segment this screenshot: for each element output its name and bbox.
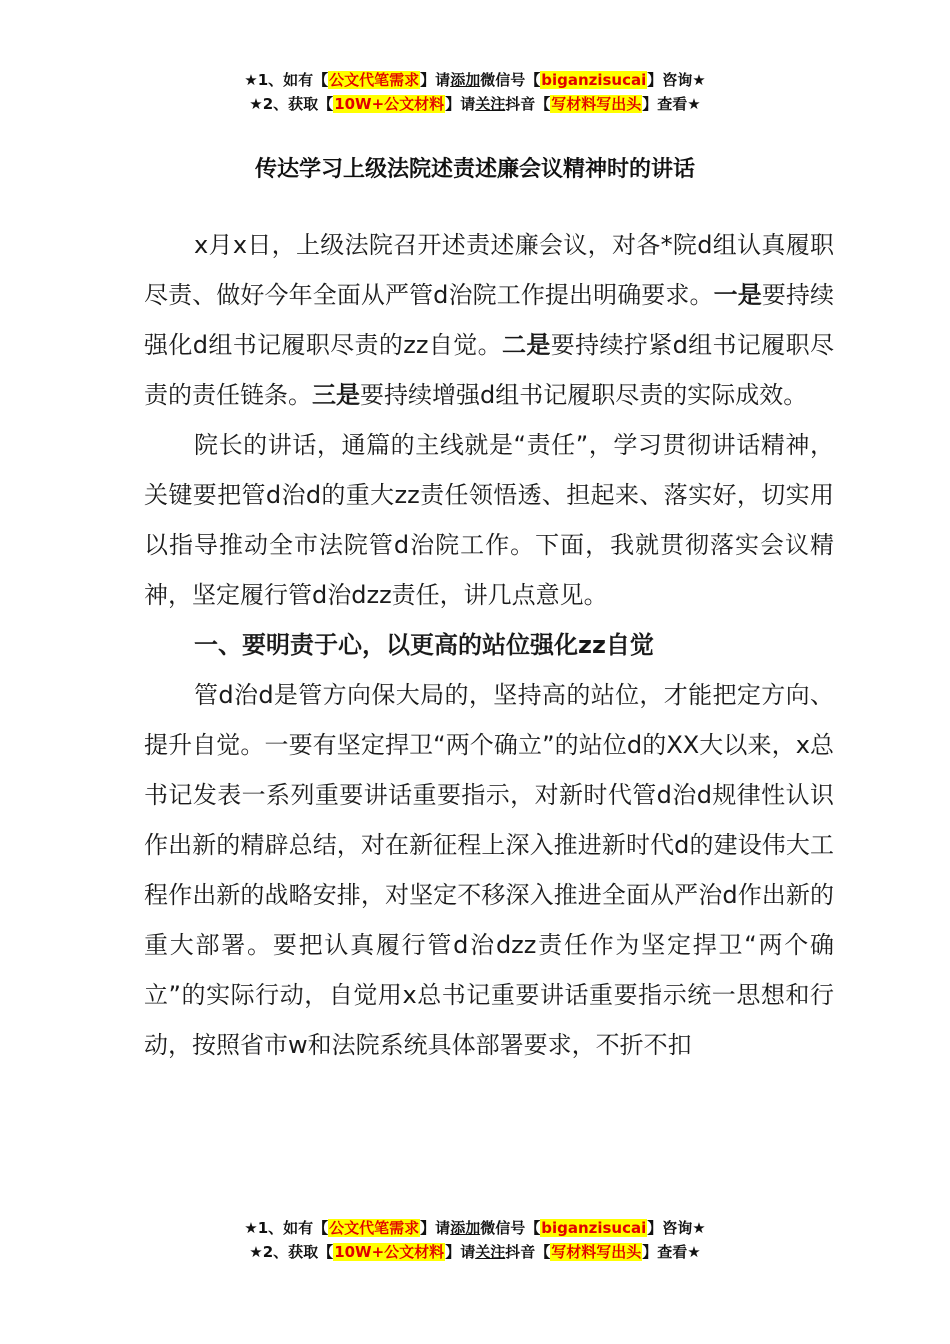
document-body: [144, 220, 834, 1070]
highlight-wechat-id: biganzisucai: [541, 71, 647, 89]
highlight-materials: 10W+公文材料: [334, 95, 445, 113]
banner-text: 】请: [445, 95, 476, 113]
paragraph-2: 院长的讲话，通篇的主线就是“责任”，学习贯彻讲话精神，关键要把管d治d的重大zz责任领悟透、担起来、落实好，切实用以指导推动全市法院管d治院工作。下面，我就贯彻落实会议精神，坚定履行管d治dzz责任，讲几点意见。: [144, 431, 834, 609]
banner-text: ★1、如有【: [244, 1219, 329, 1237]
bold-marker: 三是: [312, 381, 360, 409]
banner-text: ★1、如有【: [244, 71, 329, 89]
banner-underlined-text: 关注: [475, 95, 506, 113]
banner-text: 】咨询★: [647, 71, 706, 89]
banner-text: ★2、获取【: [249, 1243, 334, 1261]
banner-underlined-text: 添加: [450, 1219, 481, 1237]
banner-text: 】请: [445, 1243, 476, 1261]
document-title: 传达学习上级法院述责述廉会议精神时的讲话: [254, 157, 695, 182]
banner-text: 】查看★: [642, 95, 701, 113]
banner-text: 微信号【: [480, 71, 541, 89]
bold-marker: 二是: [501, 331, 551, 359]
banner-line-2: [0, 1240, 950, 1264]
section-heading-1: 一、要明责于心，以更高的站位强化zz自觉: [194, 631, 654, 659]
banner-text: 微信号【: [480, 1219, 541, 1237]
banner-line-2: [0, 92, 950, 116]
banner-text: 】请: [420, 71, 451, 89]
banner-text: 抖音【: [505, 95, 551, 113]
bold-marker: 一是: [713, 281, 762, 309]
highlight-ghostwriting: 公文代笔需求: [329, 1219, 420, 1237]
banner-line-1: [0, 68, 950, 92]
paragraph-text: x月x日，上级法院召开述责述廉会议，对各*院d组认真履职尽责、做好今年全面从严管d治院工作提出明确要求。: [144, 231, 834, 309]
top-banner: [0, 68, 950, 116]
highlight-materials: 10W+公文材料: [334, 1243, 445, 1261]
banner-text: ★2、获取【: [249, 95, 334, 113]
paragraph-1: [144, 220, 834, 420]
banner-text: 】查看★: [642, 1243, 701, 1261]
banner-line-1: [0, 1216, 950, 1240]
banner-text: 】请: [420, 1219, 451, 1237]
banner-text: 抖音【: [505, 1243, 551, 1261]
highlight-douyin-account: 写材料写出头: [551, 1243, 642, 1261]
banner-text: 】咨询★: [647, 1219, 706, 1237]
paragraph-text: 要持续强化d组书记履职尽责的zz自觉。: [144, 281, 835, 359]
paragraph-text: 要持续增强d组书记履职尽责的实际成效。: [360, 381, 808, 409]
highlight-wechat-id: biganzisucai: [541, 1219, 647, 1237]
highlight-douyin-account: 写材料写出头: [551, 95, 642, 113]
paragraph-3: 管d治d是管方向保大局的，坚持高的站位，才能把定方向、提升自觉。一要有坚定捍卫“两个确立”的站位d的XX大以来，x总书记发表一系列重要讲话重要指示，对新时代管d治d规律性认识作出新的精辟总结，对在新征程上深入推进新时代d的建设伟大工程作出新的战略安排，对坚定不移深入推进全面从严治d作出新的重大部署。要把认真履行管d治dzz责任作为坚定捍卫“两个确立”的实际行动，自觉用x总书记重要讲话重要指示统一思想和行动，按照省市w和法院系统具体部署要求，不折不扣: [144, 681, 834, 1059]
paragraph-text: 要持续拧紧d组书记履职尽责的责任链条。: [144, 331, 835, 409]
banner-underlined-text: 添加: [450, 71, 481, 89]
highlight-ghostwriting: 公文代笔需求: [329, 71, 420, 89]
banner-underlined-text: 关注: [475, 1243, 506, 1261]
bottom-banner: [0, 1216, 950, 1264]
